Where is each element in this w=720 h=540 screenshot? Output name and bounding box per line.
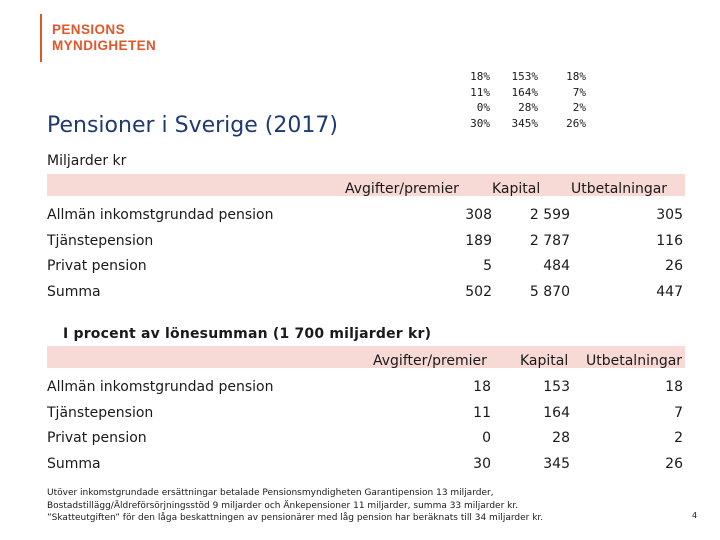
- table1-header-kapital: Kapital: [492, 181, 541, 197]
- table1-row-label: Summa: [47, 284, 101, 300]
- table2-cell-kapital: 28: [552, 430, 570, 446]
- page-title: Pensioner i Sverige (2017): [47, 113, 338, 138]
- footnote-line: Bostadstillägg/Äldreförsörjningsstöd 9 miljarder och Änkepensioner 11 miljarder, summa 33 miljarder kr.: [47, 500, 519, 511]
- percent-value: 7%: [572, 85, 586, 99]
- table2-cell-utbetalningar: 2: [674, 430, 683, 446]
- table1-cell-kapital: 2 787: [529, 233, 570, 249]
- table1-cell-kapital: 484: [543, 258, 570, 274]
- table2-heading: I procent av lönesumman (1 700 miljarder kr): [63, 326, 432, 342]
- percent-utbetalningar-column: [548, 69, 586, 131]
- table2-cell-avgifter: 0: [482, 430, 491, 446]
- table2-cell-utbetalningar: 7: [674, 405, 683, 421]
- percent-value: 2%: [572, 101, 586, 114]
- table2-cell-kapital: 153: [543, 379, 570, 395]
- percent-value: 28%: [518, 101, 538, 114]
- pensionsmyndigheten-logo: [52, 22, 156, 54]
- table1-cell-avgifter: 5: [483, 258, 492, 274]
- table1-row-label: Allmän inkomstgrundad pension: [47, 207, 274, 223]
- table2-cell-utbetalningar: 18: [665, 379, 683, 395]
- percent-value: 0%: [476, 101, 490, 114]
- table1-cell-utbetalningar: 447: [656, 284, 683, 300]
- table1-cell-avgifter: 502: [465, 284, 492, 300]
- table1-cell-utbetalningar: 26: [665, 258, 683, 274]
- percent-kapital-column: [496, 69, 538, 131]
- percent-value: 18%: [566, 70, 586, 83]
- table1-row-label: Privat pension: [47, 258, 147, 274]
- table2-row-label: Summa: [47, 456, 101, 472]
- percent-value: 30%: [470, 116, 490, 130]
- table2-row-label: Privat pension: [47, 430, 147, 446]
- table2-cell-avgifter: 18: [473, 379, 491, 395]
- logo-bar: [40, 14, 42, 62]
- table1-cell-utbetalningar: 305: [656, 207, 683, 223]
- percent-avgifter-column: [450, 69, 490, 131]
- percent-value: 153%: [511, 70, 538, 83]
- table2-header-avgifter: Avgifter/premier: [373, 353, 487, 369]
- percent-value: 18%: [470, 70, 490, 83]
- logo-line-1: PENSIONS: [52, 22, 125, 37]
- table2-cell-kapital: 345: [543, 456, 570, 472]
- percent-value: 164%: [511, 85, 538, 99]
- table1-cell-kapital: 2 599: [529, 207, 570, 223]
- percent-value: 11%: [470, 85, 490, 99]
- percent-value: 26%: [566, 116, 586, 130]
- table2-cell-avgifter: 30: [473, 456, 491, 472]
- table1-unit-label: Miljarder kr: [47, 153, 127, 169]
- logo-line-2: MYNDIGHETEN: [52, 38, 157, 53]
- percent-value: 345%: [511, 116, 538, 130]
- footnote-line: ”Skatteutgiften” för den låga beskattningen av pensionärer med låg pension har beräknats till 34 miljarder kr.: [47, 513, 544, 523]
- table2-row-label: Allmän inkomstgrundad pension: [47, 379, 274, 395]
- table1-cell-avgifter: 308: [465, 207, 492, 223]
- table2-header-utbetalningar: Utbetalningar: [586, 353, 683, 369]
- footnote: [47, 487, 687, 525]
- table1-cell-utbetalningar: 116: [656, 233, 683, 249]
- table2-row-label: Tjänstepension: [47, 405, 154, 421]
- table2-cell-avgifter: 11: [473, 405, 491, 421]
- table1-header-utbetalningar: Utbetalningar: [571, 181, 668, 197]
- table1-cell-kapital: 5 870: [529, 284, 570, 300]
- table2-cell-utbetalningar: 26: [665, 456, 683, 472]
- footnote-line: Utöver inkomstgrundade ersättningar betalade Pensionsmyndigheten Garantipension 13 miljarder,: [47, 488, 494, 498]
- table2-header-kapital: Kapital: [520, 353, 569, 369]
- table1-row-label: Tjänstepension: [47, 233, 154, 249]
- table1-header-avgifter: Avgifter/premier: [345, 181, 459, 197]
- table1-cell-avgifter: 189: [465, 233, 492, 249]
- page-number: 4: [692, 511, 698, 520]
- table2-cell-kapital: 164: [543, 405, 570, 421]
